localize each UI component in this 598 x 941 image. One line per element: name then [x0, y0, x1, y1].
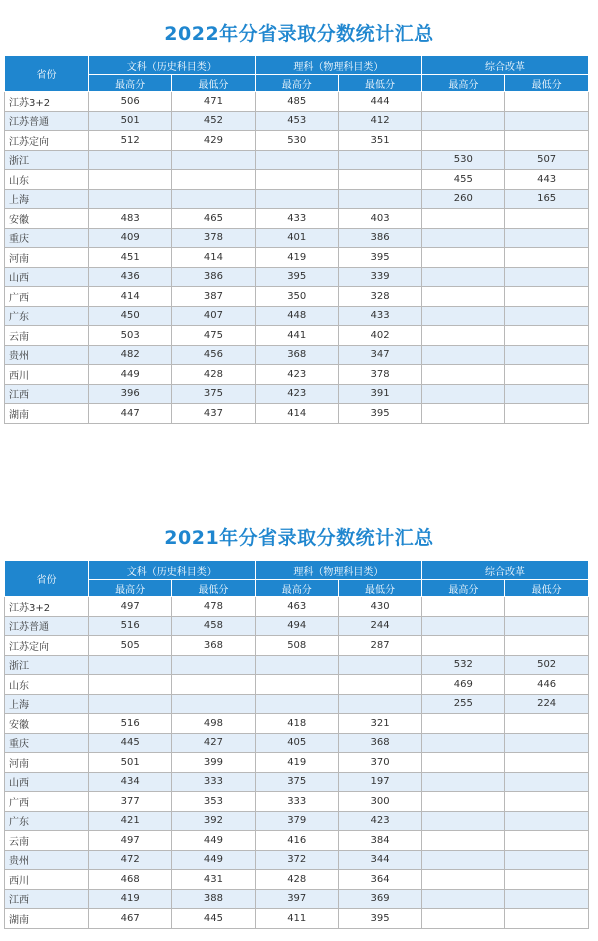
- score-cell: 458: [172, 616, 255, 636]
- score-cell: 333: [255, 792, 338, 812]
- table-row: [5, 772, 589, 792]
- province-cell: 河南: [5, 753, 89, 773]
- score-cell: 467: [89, 909, 172, 929]
- score-cell: [505, 870, 588, 890]
- score-cell: [422, 111, 505, 131]
- score-cell: 300: [338, 792, 421, 812]
- score-cell: [505, 616, 588, 636]
- score-cell: 431: [172, 870, 255, 890]
- score-cell: 421: [89, 811, 172, 831]
- score-cell: 339: [338, 267, 421, 287]
- province-cell: 重庆: [5, 733, 89, 753]
- score-cell: 449: [89, 365, 172, 385]
- table-row: [5, 714, 589, 734]
- score-cell: [505, 714, 588, 734]
- score-cell: [338, 675, 421, 695]
- score-cell: 530: [255, 131, 338, 151]
- province-cell: 广东: [5, 811, 89, 831]
- score-cell: 414: [172, 248, 255, 268]
- score-cell: 530: [422, 150, 505, 170]
- score-cell: 449: [172, 850, 255, 870]
- score-cell: 433: [255, 209, 338, 229]
- score-cell: [172, 150, 255, 170]
- score-cell: [172, 170, 255, 190]
- score-cell: 434: [89, 772, 172, 792]
- score-cell: 419: [255, 753, 338, 773]
- score-cell: 405: [255, 733, 338, 753]
- score-cell: 375: [255, 772, 338, 792]
- score-cell: 516: [89, 616, 172, 636]
- table-row: [5, 404, 589, 424]
- score-cell: 321: [338, 714, 421, 734]
- score-cell: 447: [89, 404, 172, 424]
- province-cell: 重庆: [5, 228, 89, 248]
- table-row: [5, 616, 589, 636]
- score-cell: 287: [338, 636, 421, 656]
- score-cell: 347: [338, 345, 421, 365]
- header-science: 理科（物理科目类）: [255, 56, 422, 75]
- score-cell: 423: [338, 811, 421, 831]
- score-cell: 455: [422, 170, 505, 190]
- score-cell: [422, 870, 505, 890]
- score-cell: [422, 636, 505, 656]
- score-cell: 386: [172, 267, 255, 287]
- header-reform: 综合改革: [422, 56, 589, 75]
- score-cell: 412: [338, 111, 421, 131]
- header-science: 理科（物理科目类）: [255, 561, 422, 580]
- score-cell: 532: [422, 655, 505, 675]
- score-cell: 449: [172, 831, 255, 851]
- score-cell: 419: [89, 889, 172, 909]
- score-cell: [422, 616, 505, 636]
- score-cell: [422, 131, 505, 151]
- table-row: [5, 228, 589, 248]
- score-cell: 428: [255, 870, 338, 890]
- score-cell: 444: [338, 92, 421, 112]
- score-cell: 503: [89, 326, 172, 346]
- province-cell: 西川: [5, 870, 89, 890]
- score-cell: 333: [172, 772, 255, 792]
- province-cell: 贵州: [5, 345, 89, 365]
- score-cell: 482: [89, 345, 172, 365]
- score-cell: 497: [89, 597, 172, 617]
- score-cell: [505, 111, 588, 131]
- header-min: 最低分: [338, 580, 421, 597]
- score-cell: [505, 404, 588, 424]
- score-cell: 483: [89, 209, 172, 229]
- score-cell: [422, 753, 505, 773]
- table-row: [5, 850, 589, 870]
- score-cell: [255, 675, 338, 695]
- score-cell: 378: [172, 228, 255, 248]
- score-cell: 446: [505, 675, 588, 695]
- score-cell: [422, 909, 505, 929]
- score-cell: [422, 772, 505, 792]
- score-cell: [505, 267, 588, 287]
- score-table-2021: [4, 560, 589, 929]
- score-cell: [255, 655, 338, 675]
- score-cell: [505, 131, 588, 151]
- table-row: [5, 170, 589, 190]
- score-cell: 416: [255, 831, 338, 851]
- province-cell: 安徽: [5, 714, 89, 734]
- header-province: 省份: [5, 56, 89, 92]
- score-cell: 244: [338, 616, 421, 636]
- score-cell: [505, 733, 588, 753]
- score-cell: 401: [255, 228, 338, 248]
- province-cell: 广西: [5, 287, 89, 307]
- header-min: 最低分: [338, 75, 421, 92]
- table-row: [5, 831, 589, 851]
- province-cell: 山东: [5, 675, 89, 695]
- score-cell: 469: [422, 675, 505, 695]
- score-cell: [89, 189, 172, 209]
- province-cell: 浙江: [5, 150, 89, 170]
- score-cell: 428: [172, 365, 255, 385]
- header-liberal: 文科（历史科目类）: [89, 561, 256, 580]
- table-row: [5, 811, 589, 831]
- score-cell: [338, 655, 421, 675]
- score-cell: [422, 306, 505, 326]
- score-cell: 372: [255, 850, 338, 870]
- score-cell: 402: [338, 326, 421, 346]
- header-max: 最高分: [422, 75, 505, 92]
- header-max: 最高分: [89, 75, 172, 92]
- header-max: 最高分: [89, 580, 172, 597]
- score-cell: [505, 345, 588, 365]
- score-cell: 418: [255, 714, 338, 734]
- score-cell: [422, 811, 505, 831]
- province-cell: 江苏定向: [5, 636, 89, 656]
- table-row: [5, 792, 589, 812]
- score-cell: [89, 150, 172, 170]
- score-cell: [505, 772, 588, 792]
- score-cell: 351: [338, 131, 421, 151]
- province-cell: 江西: [5, 384, 89, 404]
- score-cell: 502: [505, 655, 588, 675]
- score-cell: 391: [338, 384, 421, 404]
- province-cell: 贵州: [5, 850, 89, 870]
- score-cell: 419: [255, 248, 338, 268]
- score-cell: 423: [255, 365, 338, 385]
- province-cell: 江苏3+2: [5, 92, 89, 112]
- score-cell: 452: [172, 111, 255, 131]
- score-cell: [505, 636, 588, 656]
- score-cell: 386: [338, 228, 421, 248]
- table-row: [5, 597, 589, 617]
- table-row: [5, 694, 589, 714]
- table-row: [5, 150, 589, 170]
- score-cell: 364: [338, 870, 421, 890]
- table-row: [5, 655, 589, 675]
- score-cell: [89, 655, 172, 675]
- table-title-2022: 2022年分省录取分数统计汇总: [164, 23, 434, 45]
- score-cell: 368: [338, 733, 421, 753]
- score-cell: [505, 306, 588, 326]
- score-cell: 507: [505, 150, 588, 170]
- score-cell: [338, 170, 421, 190]
- score-cell: 255: [422, 694, 505, 714]
- score-cell: 395: [338, 909, 421, 929]
- score-cell: [89, 694, 172, 714]
- table-row: [5, 889, 589, 909]
- score-cell: 388: [172, 889, 255, 909]
- score-cell: [505, 209, 588, 229]
- score-cell: [255, 694, 338, 714]
- score-cell: 516: [89, 714, 172, 734]
- header-min: 最低分: [505, 580, 588, 597]
- table-row: [5, 345, 589, 365]
- score-cell: [422, 889, 505, 909]
- score-cell: 197: [338, 772, 421, 792]
- score-cell: 443: [505, 170, 588, 190]
- score-cell: [505, 287, 588, 307]
- table-row: [5, 365, 589, 385]
- score-cell: [505, 228, 588, 248]
- table-row: [5, 306, 589, 326]
- score-cell: 497: [89, 831, 172, 851]
- score-cell: 165: [505, 189, 588, 209]
- score-cell: 369: [338, 889, 421, 909]
- score-cell: [422, 248, 505, 268]
- score-cell: [422, 384, 505, 404]
- score-cell: [505, 831, 588, 851]
- score-cell: [255, 150, 338, 170]
- score-cell: 494: [255, 616, 338, 636]
- score-cell: [422, 792, 505, 812]
- score-cell: [505, 384, 588, 404]
- province-cell: 广东: [5, 306, 89, 326]
- score-cell: 506: [89, 92, 172, 112]
- score-cell: 395: [338, 248, 421, 268]
- score-cell: 472: [89, 850, 172, 870]
- table-row: [5, 733, 589, 753]
- table-row: [5, 636, 589, 656]
- score-cell: [422, 365, 505, 385]
- table-row: [5, 209, 589, 229]
- score-cell: 414: [89, 287, 172, 307]
- table-row: [5, 131, 589, 151]
- score-cell: 448: [255, 306, 338, 326]
- province-cell: 云南: [5, 326, 89, 346]
- score-cell: 409: [89, 228, 172, 248]
- score-cell: 396: [89, 384, 172, 404]
- score-cell: [505, 365, 588, 385]
- table-row: [5, 675, 589, 695]
- table-row: [5, 267, 589, 287]
- score-cell: 498: [172, 714, 255, 734]
- score-cell: 433: [338, 306, 421, 326]
- score-cell: [422, 267, 505, 287]
- province-cell: 江苏普通: [5, 616, 89, 636]
- province-cell: 湖南: [5, 404, 89, 424]
- score-cell: [505, 326, 588, 346]
- score-cell: [172, 675, 255, 695]
- province-cell: 浙江: [5, 655, 89, 675]
- province-cell: 上海: [5, 694, 89, 714]
- score-cell: 478: [172, 597, 255, 617]
- score-cell: [89, 170, 172, 190]
- score-cell: 377: [89, 792, 172, 812]
- header-max: 最高分: [255, 580, 338, 597]
- score-cell: 387: [172, 287, 255, 307]
- score-cell: 328: [338, 287, 421, 307]
- score-cell: 501: [89, 111, 172, 131]
- score-cell: 224: [505, 694, 588, 714]
- score-cell: 501: [89, 753, 172, 773]
- table-row: [5, 111, 589, 131]
- score-cell: [172, 694, 255, 714]
- score-cell: [172, 189, 255, 209]
- score-cell: 441: [255, 326, 338, 346]
- province-cell: 山东: [5, 170, 89, 190]
- score-cell: 368: [172, 636, 255, 656]
- score-cell: 423: [255, 384, 338, 404]
- score-cell: 411: [255, 909, 338, 929]
- score-cell: 403: [338, 209, 421, 229]
- score-table-2022: [4, 55, 589, 424]
- header-liberal: 文科（历史科目类）: [89, 56, 256, 75]
- province-cell: 西川: [5, 365, 89, 385]
- score-cell: [505, 889, 588, 909]
- header-province: 省份: [5, 561, 89, 597]
- score-cell: 485: [255, 92, 338, 112]
- table-row: [5, 326, 589, 346]
- score-cell: 379: [255, 811, 338, 831]
- score-cell: 375: [172, 384, 255, 404]
- score-cell: [505, 597, 588, 617]
- score-cell: 395: [338, 404, 421, 424]
- score-cell: [422, 850, 505, 870]
- score-cell: 384: [338, 831, 421, 851]
- score-cell: [422, 404, 505, 424]
- table-row: [5, 870, 589, 890]
- table-title-2021: 2021年分省录取分数统计汇总: [164, 527, 434, 549]
- header-max: 最高分: [422, 580, 505, 597]
- score-cell: [255, 170, 338, 190]
- province-cell: 山西: [5, 772, 89, 792]
- score-cell: 370: [338, 753, 421, 773]
- score-cell: [255, 189, 338, 209]
- province-cell: 江西: [5, 889, 89, 909]
- header-reform: 综合改革: [422, 561, 589, 580]
- header-min: 最低分: [505, 75, 588, 92]
- score-cell: [422, 326, 505, 346]
- score-cell: [338, 150, 421, 170]
- score-cell: 407: [172, 306, 255, 326]
- header-min: 最低分: [172, 75, 255, 92]
- province-cell: 上海: [5, 189, 89, 209]
- score-cell: 399: [172, 753, 255, 773]
- score-cell: 471: [172, 92, 255, 112]
- score-cell: 453: [255, 111, 338, 131]
- score-cell: 427: [172, 733, 255, 753]
- score-cell: 465: [172, 209, 255, 229]
- table-row: [5, 248, 589, 268]
- score-cell: 368: [255, 345, 338, 365]
- score-cell: [422, 714, 505, 734]
- score-cell: 437: [172, 404, 255, 424]
- score-cell: [422, 228, 505, 248]
- header-min: 最低分: [172, 580, 255, 597]
- score-cell: 414: [255, 404, 338, 424]
- table-row: [5, 189, 589, 209]
- score-cell: 451: [89, 248, 172, 268]
- score-cell: 392: [172, 811, 255, 831]
- score-cell: [505, 850, 588, 870]
- score-cell: [422, 597, 505, 617]
- score-cell: 505: [89, 636, 172, 656]
- score-cell: [422, 209, 505, 229]
- province-cell: 安徽: [5, 209, 89, 229]
- province-cell: 山西: [5, 267, 89, 287]
- score-cell: 260: [422, 189, 505, 209]
- score-cell: 395: [255, 267, 338, 287]
- province-cell: 云南: [5, 831, 89, 851]
- score-cell: [505, 92, 588, 112]
- score-cell: [505, 248, 588, 268]
- score-cell: [338, 694, 421, 714]
- province-cell: 江苏3+2: [5, 597, 89, 617]
- score-cell: 445: [172, 909, 255, 929]
- province-cell: 河南: [5, 248, 89, 268]
- table-row: [5, 384, 589, 404]
- score-cell: 429: [172, 131, 255, 151]
- province-cell: 江苏普通: [5, 111, 89, 131]
- score-cell: [505, 811, 588, 831]
- score-cell: [422, 92, 505, 112]
- score-cell: 350: [255, 287, 338, 307]
- score-cell: 430: [338, 597, 421, 617]
- score-cell: [172, 655, 255, 675]
- table-row: [5, 753, 589, 773]
- table-row: [5, 909, 589, 929]
- score-cell: [422, 831, 505, 851]
- province-cell: 广西: [5, 792, 89, 812]
- score-cell: [89, 675, 172, 695]
- province-cell: 湖南: [5, 909, 89, 929]
- score-cell: 475: [172, 326, 255, 346]
- score-cell: 436: [89, 267, 172, 287]
- score-cell: 445: [89, 733, 172, 753]
- score-cell: [338, 189, 421, 209]
- score-cell: [422, 733, 505, 753]
- score-cell: 450: [89, 306, 172, 326]
- score-cell: [505, 753, 588, 773]
- score-cell: 456: [172, 345, 255, 365]
- score-cell: 353: [172, 792, 255, 812]
- header-max: 最高分: [255, 75, 338, 92]
- score-cell: 397: [255, 889, 338, 909]
- score-cell: [422, 345, 505, 365]
- table-row: [5, 287, 589, 307]
- score-cell: [505, 792, 588, 812]
- score-cell: 512: [89, 131, 172, 151]
- table-row: [5, 92, 589, 112]
- score-cell: 508: [255, 636, 338, 656]
- score-cell: 378: [338, 365, 421, 385]
- score-cell: [422, 287, 505, 307]
- score-cell: 344: [338, 850, 421, 870]
- score-cell: 463: [255, 597, 338, 617]
- score-cell: 468: [89, 870, 172, 890]
- province-cell: 江苏定向: [5, 131, 89, 151]
- score-cell: [505, 909, 588, 929]
